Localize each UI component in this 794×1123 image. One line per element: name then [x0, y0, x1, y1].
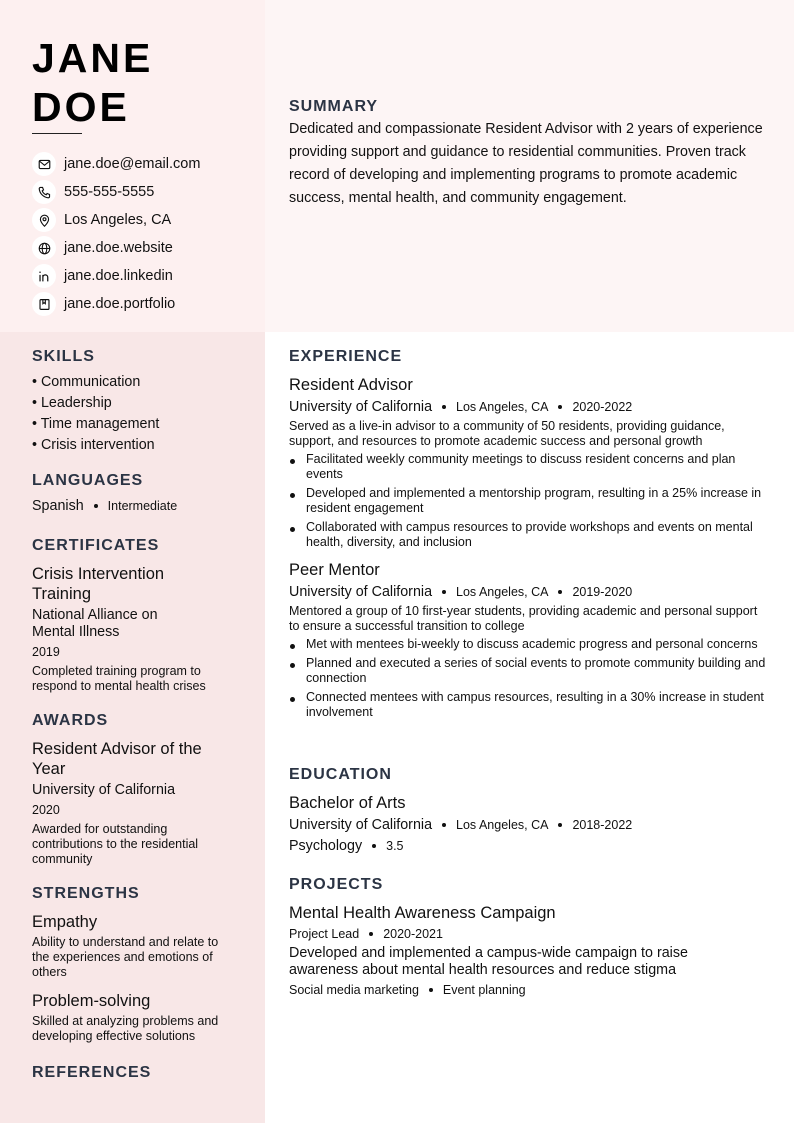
award-name: Resident Advisor of the Year: [32, 740, 202, 778]
mail-icon: [32, 152, 56, 176]
contact-website[interactable]: [32, 234, 200, 262]
bullet-dot: [290, 697, 295, 702]
project-role: Project Lead: [289, 927, 360, 941]
strength-name: Problem-solving: [32, 992, 151, 1010]
job-bullets: [289, 452, 771, 550]
job-entry: [289, 375, 771, 550]
certificate-year: 2019: [32, 645, 60, 659]
contact-phone[interactable]: [32, 178, 200, 206]
job-meta: [289, 397, 771, 417]
contact-phone-text: 555-555-5555: [64, 184, 155, 200]
strengths-section: [32, 885, 242, 1044]
experience-section: [289, 348, 771, 724]
bullet-item: [289, 690, 771, 720]
award-year: 2020: [32, 803, 60, 817]
bullet-text: Facilitated weekly community meetings to discuss resident concerns and plan events: [306, 452, 736, 481]
education-heading: EDUCATION: [289, 766, 392, 783]
certificate-name: Crisis Intervention Training: [32, 565, 165, 603]
last-name: DOE: [32, 84, 130, 130]
contact-linkedin-text: jane.doe.linkedin: [64, 268, 173, 284]
projects-heading: PROJECTS: [289, 876, 384, 893]
bullet-item: [289, 637, 771, 652]
job-org: University of California: [289, 584, 433, 600]
certificate-description: Completed training program to respond to mental health crises: [32, 664, 206, 693]
skills-section: [32, 348, 242, 456]
certificates-section: [32, 537, 242, 694]
award-issuer: University of California: [32, 782, 176, 798]
strength-description: Ability to understand and relate to the experiences and emotions of others: [32, 935, 219, 979]
project-tag: Event planning: [442, 983, 526, 997]
certificates-heading: CERTIFICATES: [32, 537, 160, 554]
language-item: [32, 498, 242, 514]
bullet-dot: [290, 493, 295, 498]
job-dates: 2019-2020: [572, 585, 633, 599]
job-description: Mentored a group of 10 first-year students, providing academic and personal support to ensure a successful transition to college: [289, 604, 758, 633]
skill-item: • Communication: [32, 374, 141, 390]
contact-location: [32, 206, 200, 234]
separator-dot: [558, 823, 562, 827]
education-location: Los Angeles, CA: [456, 818, 549, 832]
bullet-text: Developed and implemented a mentorship program, resulting in a 25% increase in resident engagement: [306, 486, 762, 515]
skill-item: • Crisis intervention: [32, 437, 155, 453]
skill-item: • Time management: [32, 416, 160, 432]
contact-linkedin[interactable]: [32, 262, 200, 290]
contact-location-text: Los Angeles, CA: [64, 212, 172, 228]
bullet-item: [289, 656, 771, 686]
bullet-item: [289, 520, 771, 550]
bullet-item: [289, 452, 771, 482]
bullet-text: Collaborated with campus resources to provide workshops and events on mental health, diversity, and inclusion: [306, 520, 753, 549]
project-dates: 2020-2021: [383, 927, 443, 941]
job-meta: [289, 582, 771, 602]
job-entry: [289, 560, 771, 720]
project-description: Developed and implemented a campus-wide campaign to raise awareness about mental health resources and reduce stigma: [289, 945, 688, 978]
project-tag: Social media marketing: [289, 983, 419, 997]
strengths-heading: STRENGTHS: [32, 885, 140, 902]
references-section: [32, 1064, 242, 1082]
separator-dot: [558, 590, 562, 594]
summary-text: Dedicated and compassionate Resident Advisor with 2 years of experience providing support and guidance to residential communities. Proven track record of developing and implementing programs to promote academic success, mental health, and community engagement.: [289, 121, 763, 206]
bullet-text: Planned and executed a series of social events to promote community building and connection: [306, 656, 766, 685]
bullet-dot: [290, 644, 295, 649]
references-heading: REFERENCES: [32, 1064, 152, 1081]
contact-website-text: jane.doe.website: [64, 240, 173, 256]
bullet-dot: [290, 459, 295, 464]
bullet-dot: [290, 663, 295, 668]
job-description: Served as a live-in advisor to a community of 50 residents, providing guidance, support, and resources to promote academic success and personal growth: [289, 419, 725, 448]
contact-portfolio-text: jane.doe.portfolio: [64, 296, 176, 312]
skills-heading: SKILLS: [32, 348, 95, 365]
contact-portfolio[interactable]: [32, 290, 200, 318]
language-level: Intermediate: [107, 499, 178, 513]
education-section: [289, 766, 771, 856]
bookmark-icon: [32, 292, 56, 316]
education-org: University of California: [289, 817, 433, 833]
contact-email[interactable]: [32, 150, 200, 178]
contact-list: [32, 150, 200, 318]
separator-dot: [442, 405, 446, 409]
name-divider: [32, 133, 82, 134]
bullet-text: Connected mentees with campus resources, resulting in a 30% increase in student involvement: [306, 690, 764, 719]
contact-email-text: jane.doe@email.com: [64, 156, 201, 172]
separator-dot: [442, 823, 446, 827]
languages-heading: LANGUAGES: [32, 472, 144, 489]
project-tags: [289, 980, 771, 1000]
candidate-name: [32, 34, 153, 132]
experience-heading: EXPERIENCE: [289, 348, 403, 365]
job-org: University of California: [289, 399, 433, 415]
bullet-text: Met with mentees bi-weekly to discuss academic progress and personal concerns: [306, 637, 758, 651]
separator-dot: [369, 932, 373, 936]
job-dates: 2020-2022: [572, 400, 633, 414]
separator-dot: [429, 988, 433, 992]
strength-description: Skilled at analyzing problems and developing effective solutions: [32, 1014, 219, 1043]
separator-dot: [558, 405, 562, 409]
job-location: Los Angeles, CA: [456, 400, 549, 414]
separator-dot: [372, 844, 376, 848]
education-field: Psychology: [289, 838, 363, 854]
project-meta: [289, 924, 771, 944]
location-pin-icon: [32, 208, 56, 232]
strength-name: Empathy: [32, 913, 98, 931]
skill-item: • Leadership: [32, 395, 112, 411]
certificate-issuer: National Alliance on Mental Illness: [32, 607, 158, 640]
awards-section: [32, 712, 242, 867]
separator-dot: [94, 504, 98, 508]
awards-heading: AWARDS: [32, 712, 109, 729]
project-name: Mental Health Awareness Campaign: [289, 904, 556, 922]
bullet-dot: [290, 527, 295, 532]
languages-section: [32, 472, 242, 514]
separator-dot: [442, 590, 446, 594]
education-field-row: [289, 836, 771, 856]
phone-icon: [32, 180, 56, 204]
summary-heading: SUMMARY: [289, 98, 379, 115]
job-title: Resident Advisor: [289, 376, 413, 394]
language-name: Spanish: [32, 498, 84, 514]
projects-section: [289, 876, 771, 1000]
first-name: JANE: [32, 35, 154, 81]
globe-icon: [32, 236, 56, 260]
education-meta: [289, 815, 771, 835]
job-bullets: [289, 637, 771, 720]
job-location: Los Angeles, CA: [456, 585, 549, 599]
education-gpa: 3.5: [386, 839, 404, 853]
education-degree: Bachelor of Arts: [289, 794, 406, 812]
linkedin-icon: [32, 264, 56, 288]
education-dates: 2018-2022: [572, 818, 633, 832]
award-description: Awarded for outstanding contributions to the residential community: [32, 822, 199, 866]
bullet-item: [289, 486, 771, 516]
job-title: Peer Mentor: [289, 561, 380, 579]
